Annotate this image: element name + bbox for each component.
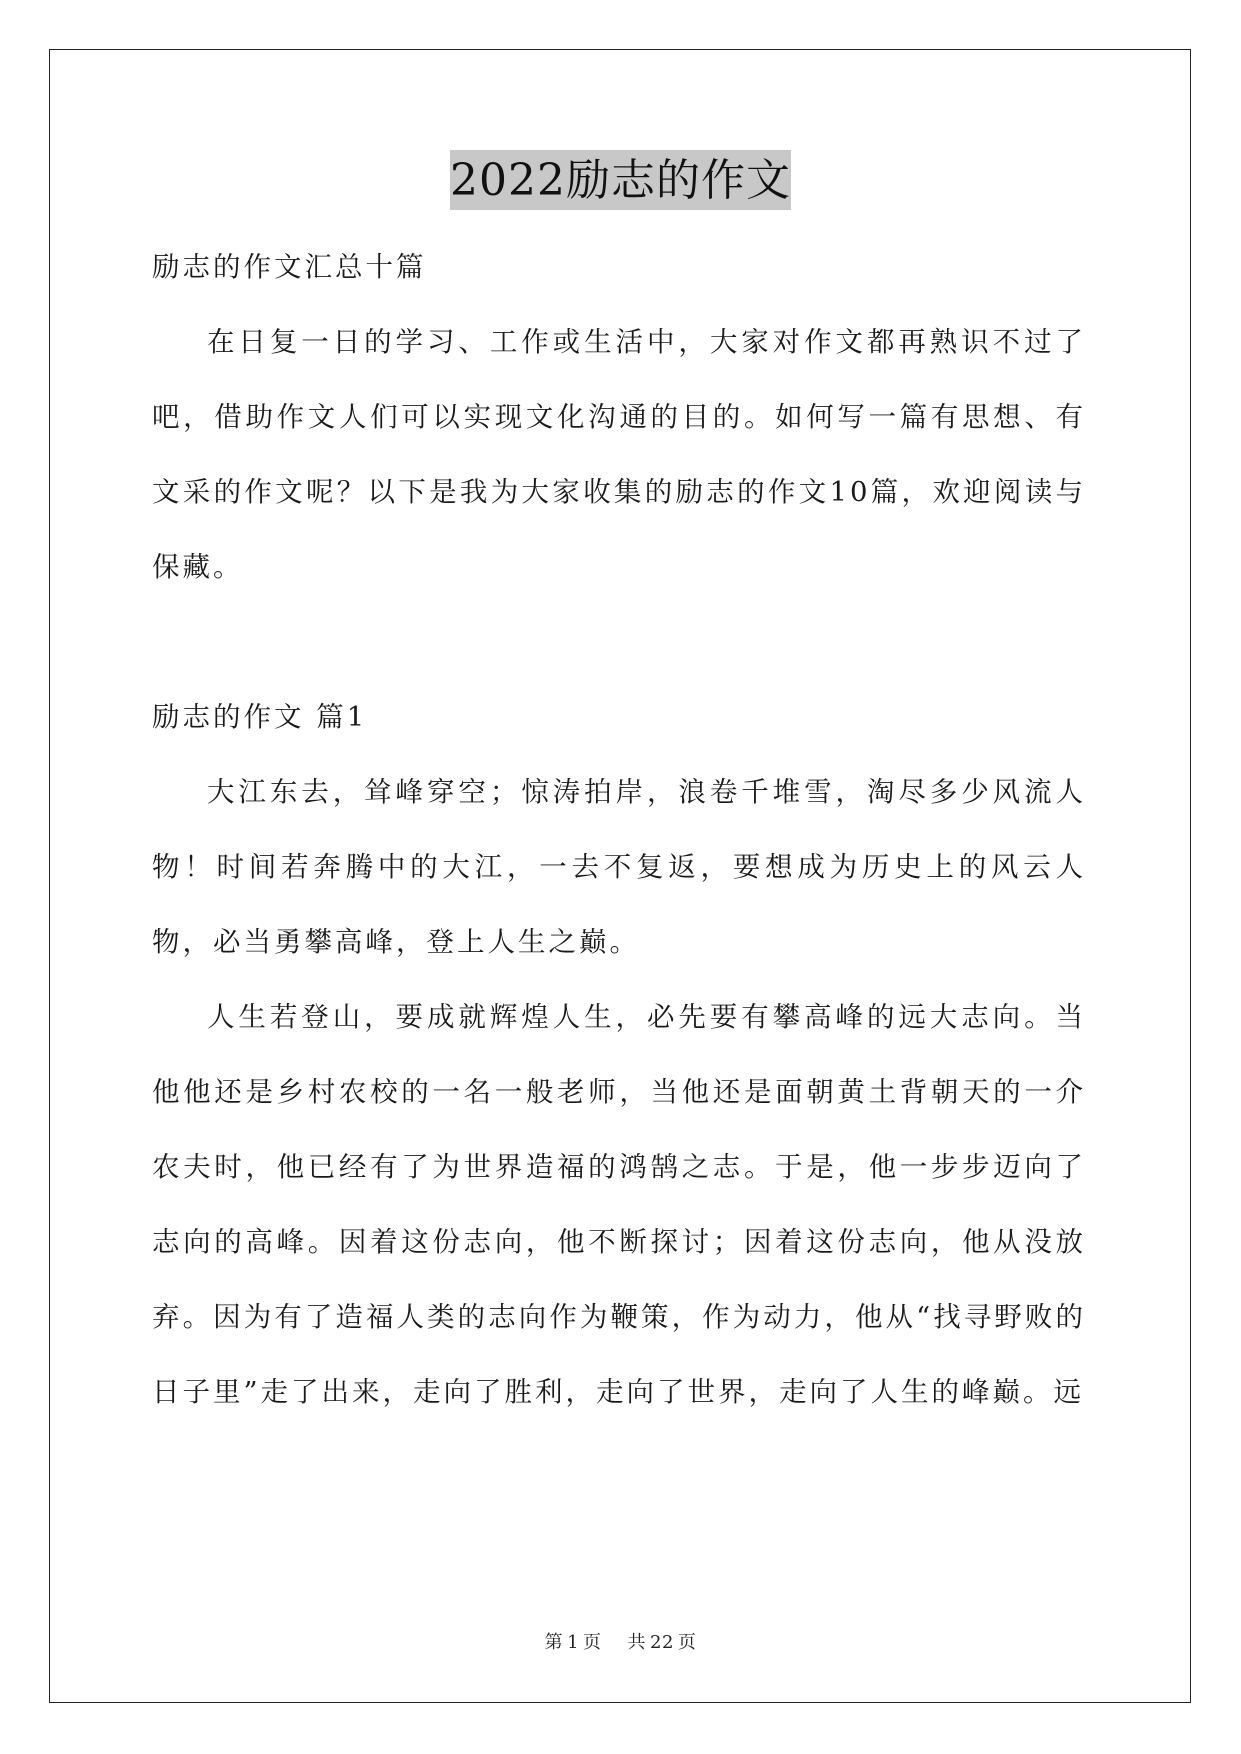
page-footer [0, 1628, 1241, 1654]
section-spacer [152, 605, 1086, 680]
document-subtitle: 励志的作文汇总十篇 [152, 251, 427, 283]
document-body [152, 230, 1086, 1430]
total-label-prefix: 共 [627, 1632, 647, 1653]
intro-paragraph: 在日复一日的学习、工作或生活中，大家对作文都再熟识不过了吧，借助作文人们可以实现文化沟通的目的。如何写一篇有思想、有文采的作文呢？以下是我为大家收集的励志的作文10篇，欢迎阅读与保藏。 [152, 326, 1086, 583]
body-paragraph-2: 人生若登山，要成就辉煌人生，必先要有攀高峰的远大志向。当他他还是乡村农校的一名一般老师，当他还是面朝黄土背朝天的一介农夫时，他已经有了为世界造福的鸿鹄之志。于是，他一步步迈向了志向的高峰。因着这份志向，他不断探讨；因着这份志向，他从没放弃。因为有了造福人类的志向作为鞭策，作为动力，他从“找寻野败的日子里”走了出来，走向了胜利，走向了世界，走向了人生的峰巅。远 [152, 1001, 1086, 1408]
body-paragraph-1: 大江东去，耸峰穿空；惊涛拍岸，浪卷千堆雪，淘尽多少风流人物！时间若奔腾中的大江，一去不复返，要想成为历史上的风云人物，必当勇攀高峰，登上人生之巅。 [152, 776, 1086, 958]
title-container [0, 150, 1241, 210]
page-total: 22 [650, 1632, 674, 1653]
section-heading: 励志的作文 篇1 [152, 701, 368, 733]
page-label-suffix: 页 [583, 1632, 602, 1653]
document-title: 2022励志的作文 [450, 150, 791, 210]
page-current: 1 [567, 1632, 580, 1653]
total-label-suffix: 页 [677, 1632, 697, 1653]
page-label-prefix: 第 [544, 1632, 564, 1653]
